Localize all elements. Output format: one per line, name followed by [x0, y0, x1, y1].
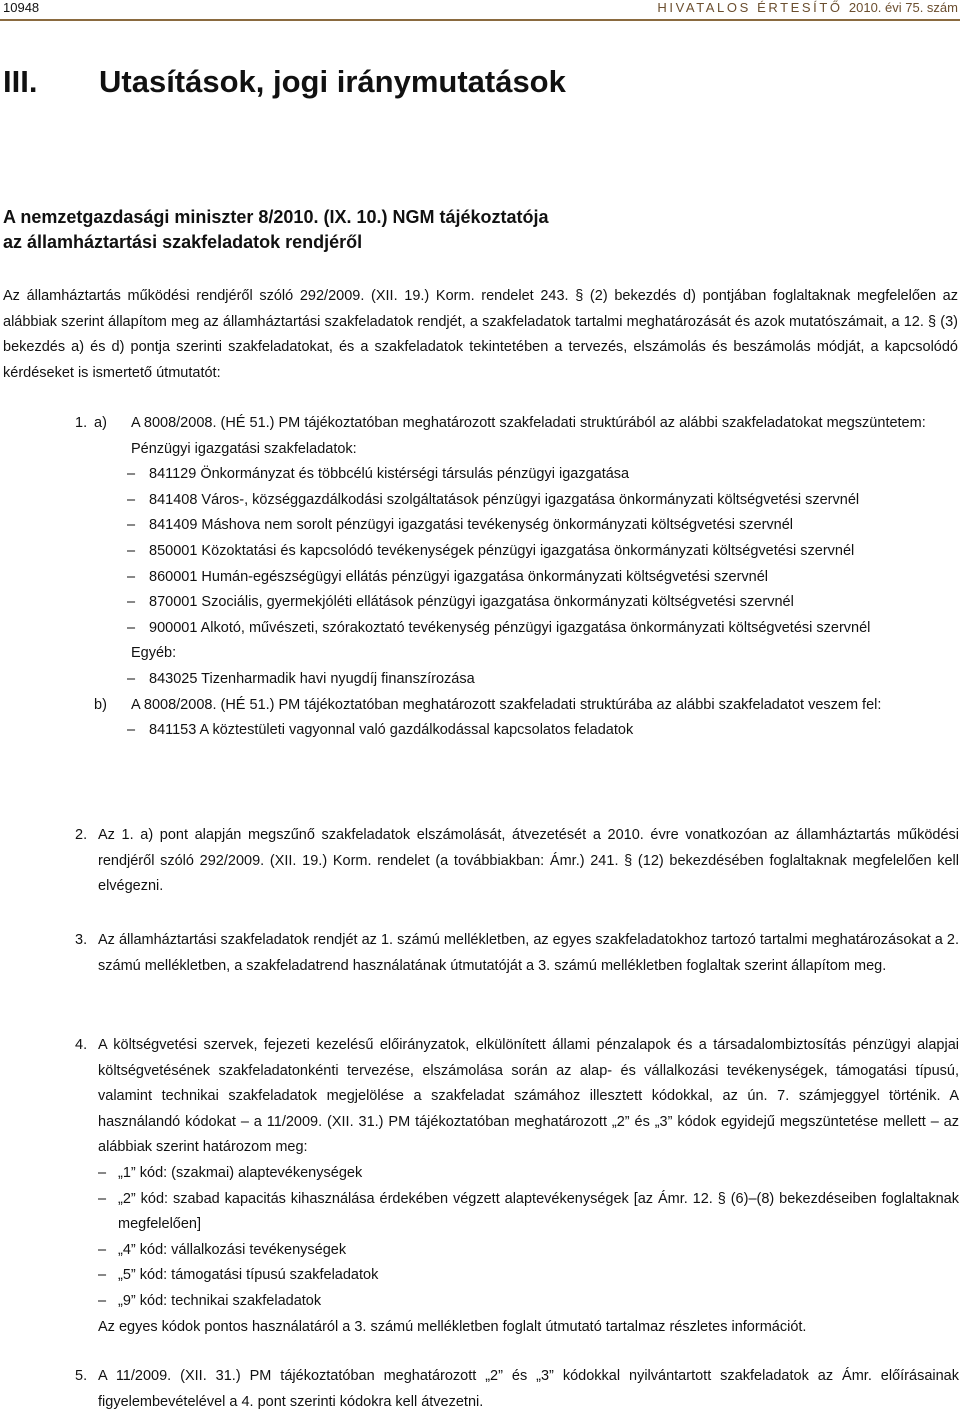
- list-item-text: 870001 Szociális, gyermekjóléti ellátások pénzügyi igazgatása önkormányzati költségvetési szervnél: [149, 594, 794, 611]
- point-4: [75, 1033, 959, 1340]
- intro-paragraph: Az államháztartás működési rendjéről szóló 292/2009. (XII. 19.) Korm. rendelet 243. § (2) bekezdés d) pontjában foglaltaknak megfelelően az alábbiak szerint állapítom meg az államháztartási szakfeladatok rendjét, a szakfeladatok tartalmi meghatározását és azok mutatószámait, a 12. § (3) bekezdés a) és d) pontja szerinti szakfeladatokat, és a szakfeladatok tekintetében a tervezés, elszámolás és beszámolás módját, a kapcsolódó kérdéseket is ismertető útmutatót:: [3, 288, 958, 381]
- list-item: [75, 488, 959, 514]
- list-item: [75, 565, 959, 591]
- dash-marker: –: [127, 670, 136, 687]
- point-2-text: Az 1. a) pont alapján megszűnő szakfeladatok elszámolását, átvezetését a 2010. évre vonatkozóan az államháztartás működési rendjéről szóló 292/2009. (XII. 19.) Korm. rendelet (a továbbiakban: Ámr.) 241. § (12) bekezdésében foglaltaknak megfelelően kell elvégezni.: [98, 827, 959, 895]
- header-rule: [0, 19, 960, 21]
- section-number: III.: [3, 64, 38, 99]
- point-3-text: Az államháztartási szakfeladatok rendjét az 1. számú mellékletben, az egyes szakfeladatokhoz tartozó tartalmi meghatározásokat a 2. számú mellékletben, a szakfeladatrend használatának útmutatóját a 3. számú mellékletben foglaltak szerint állapítom meg.: [98, 932, 959, 974]
- point-5-text: A 11/2009. (XII. 31.) PM tájékoztatóban meghatározott „2” és „3” kódokkal nyilvántartott szakfeladatok az Ámr. előírásainak figyelembevételével a 4. pont szerinti kódokra kell átvezetni.: [98, 1368, 959, 1410]
- list-item: [75, 513, 959, 539]
- list-item-text: „9” kód: technikai szakfeladatok: [118, 1292, 322, 1309]
- group1-list: [127, 462, 959, 641]
- list-item: [98, 1161, 959, 1187]
- point-2: [75, 823, 959, 900]
- list-item-text: „5” kód: támogatási típusú szakfeladatok: [118, 1267, 379, 1284]
- code-list: [98, 1161, 959, 1315]
- subpoint-label: a): [94, 415, 107, 431]
- point-number: 2.: [75, 827, 88, 843]
- journal-title: [657, 0, 958, 15]
- list-item-text: „2” kód: szabad kapacitás kihasználása érdekében végzett alaptevékenységek [az Ámr. 12. § (6)–(8) bekezdéseiben foglaltaknak megfelelően]: [118, 1190, 959, 1233]
- point-1a: [75, 411, 959, 693]
- dash-marker: –: [127, 594, 136, 611]
- document-title-line1: A nemzetgazdasági miniszter 8/2010. (IX. 10.) NGM tájékoztatója: [3, 207, 549, 227]
- point-1b-text: A 8008/2008. (HÉ 51.) PM tájékoztatóban meghatározott szakfeladati struktúrába az alábbi szakfeladatot veszem fel:: [131, 696, 882, 713]
- subpoint-label: b): [94, 696, 107, 713]
- point-5: [75, 1364, 959, 1415]
- list-item: [98, 1187, 959, 1238]
- list-item: [75, 667, 959, 693]
- dash-marker: –: [98, 1190, 107, 1207]
- list-item-text: 841409 Máshova nem sorolt pénzügyi igazgatási tevékenység önkormányzati költségvetési szervnél: [149, 517, 793, 534]
- list-item: [75, 590, 959, 616]
- list-item-text: 850001 Közoktatási és kapcsolódó tevékenységek pénzügyi igazgatása önkormányzati költségvetési szervnél: [149, 542, 855, 559]
- point-4-closing: Az egyes kódok pontos használatáról a 3. számú mellékletben foglalt útmutató tartalmaz részletes információt.: [98, 1318, 807, 1335]
- dash-marker: –: [98, 1267, 107, 1284]
- dash-marker: –: [127, 491, 136, 508]
- list-item-text: „1” kód: (szakmai) alaptevékenységek: [118, 1164, 363, 1181]
- list-item: [98, 1289, 959, 1315]
- list-item-text: „4” kód: vállalkozási tevékenységek: [118, 1241, 347, 1258]
- dash-marker: –: [127, 466, 136, 483]
- dash-marker: –: [127, 722, 136, 739]
- dash-marker: –: [127, 517, 136, 534]
- list-item: [98, 1238, 959, 1264]
- list-item-text: 843025 Tizenharmadik havi nyugdíj finanszírozása: [149, 670, 475, 687]
- point-3: [75, 928, 959, 979]
- document-title: [3, 205, 549, 255]
- point-number: 3.: [75, 932, 88, 948]
- list-item-text: 841408 Város-, községgazdálkodási szolgáltatások pénzügyi igazgatása önkormányzati költségvetési szervnél: [149, 491, 860, 508]
- journal-name: HIVATALOS ÉRTESÍTŐ: [657, 0, 843, 15]
- group-heading: Egyéb:: [131, 645, 177, 662]
- page-header: [0, 0, 960, 15]
- document-title-line2: az államháztartási szakfeladatok rendjéről: [3, 232, 363, 252]
- group-heading: Pénzügyi igazgatási szakfeladatok:: [131, 440, 357, 457]
- dash-marker: –: [127, 542, 136, 559]
- page-number: 10948: [3, 0, 40, 15]
- point-1: [75, 411, 959, 744]
- point-number: 5.: [75, 1368, 88, 1384]
- dash-marker: –: [127, 568, 136, 585]
- list-item: [75, 718, 959, 744]
- dash-marker: –: [98, 1164, 107, 1181]
- point-1a-text: A 8008/2008. (HÉ 51.) PM tájékoztatóban meghatározott szakfeladati struktúrából az alábbi szakfeladatokat megszüntetem:: [131, 415, 926, 431]
- journal-issue: 2010. évi 75. szám: [848, 0, 958, 15]
- list-item-text: 900001 Alkotó, művészeti, szórakoztató tevékenység pénzügyi igazgatása önkormányzati költségvetési szervnél: [149, 619, 871, 636]
- list-item-text: 841153 A köztestületi vagyonnal való gazdálkodással kapcsolatos feladatok: [149, 722, 634, 739]
- list-item-text: 841129 Önkormányzat és többcélú kistérségi társulás pénzügyi igazgatása: [149, 466, 630, 483]
- dash-marker: –: [98, 1241, 107, 1258]
- list-item-text: 860001 Humán-egészségügyi ellátás pénzügyi igazgatása önkormányzati költségvetési szervnél: [149, 568, 769, 585]
- list-item: [75, 539, 959, 565]
- group2-list: [127, 667, 959, 693]
- point-1b: [75, 693, 959, 744]
- list-item: [98, 1263, 959, 1289]
- list-item: [75, 462, 959, 488]
- list-item: [75, 616, 959, 642]
- dash-marker: –: [98, 1292, 107, 1309]
- dash-marker: –: [127, 619, 136, 636]
- section-heading: [3, 62, 566, 102]
- point-4-text: A költségvetési szervek, fejezeti kezelésű előirányzatok, elkülönített állami pénzalapok és a társadalombiztosítás pénzügyi alapjai költségvetésének szakfeladatonkénti tervezése, elszámolása során az alap- és vállalkozási tevékenységek, támogatási típusú, valamint technikai szakfeladatok megjelölése a szakfeladat számához illesztett kódokkal, az ún. 7. számjeggyel történik. A használandó kódokat – a 11/2009. (XII. 31.) PM tájékoztatóban meghatározott „2” és „3” kódok egyidejű megszüntetése mellett – az alábbiak szerint határozom meg:: [98, 1037, 959, 1156]
- point-number: 4.: [75, 1037, 88, 1053]
- point-number: 1.: [75, 415, 88, 431]
- added-list: [127, 718, 959, 744]
- section-title: Utasítások, jogi iránymutatások: [99, 64, 566, 99]
